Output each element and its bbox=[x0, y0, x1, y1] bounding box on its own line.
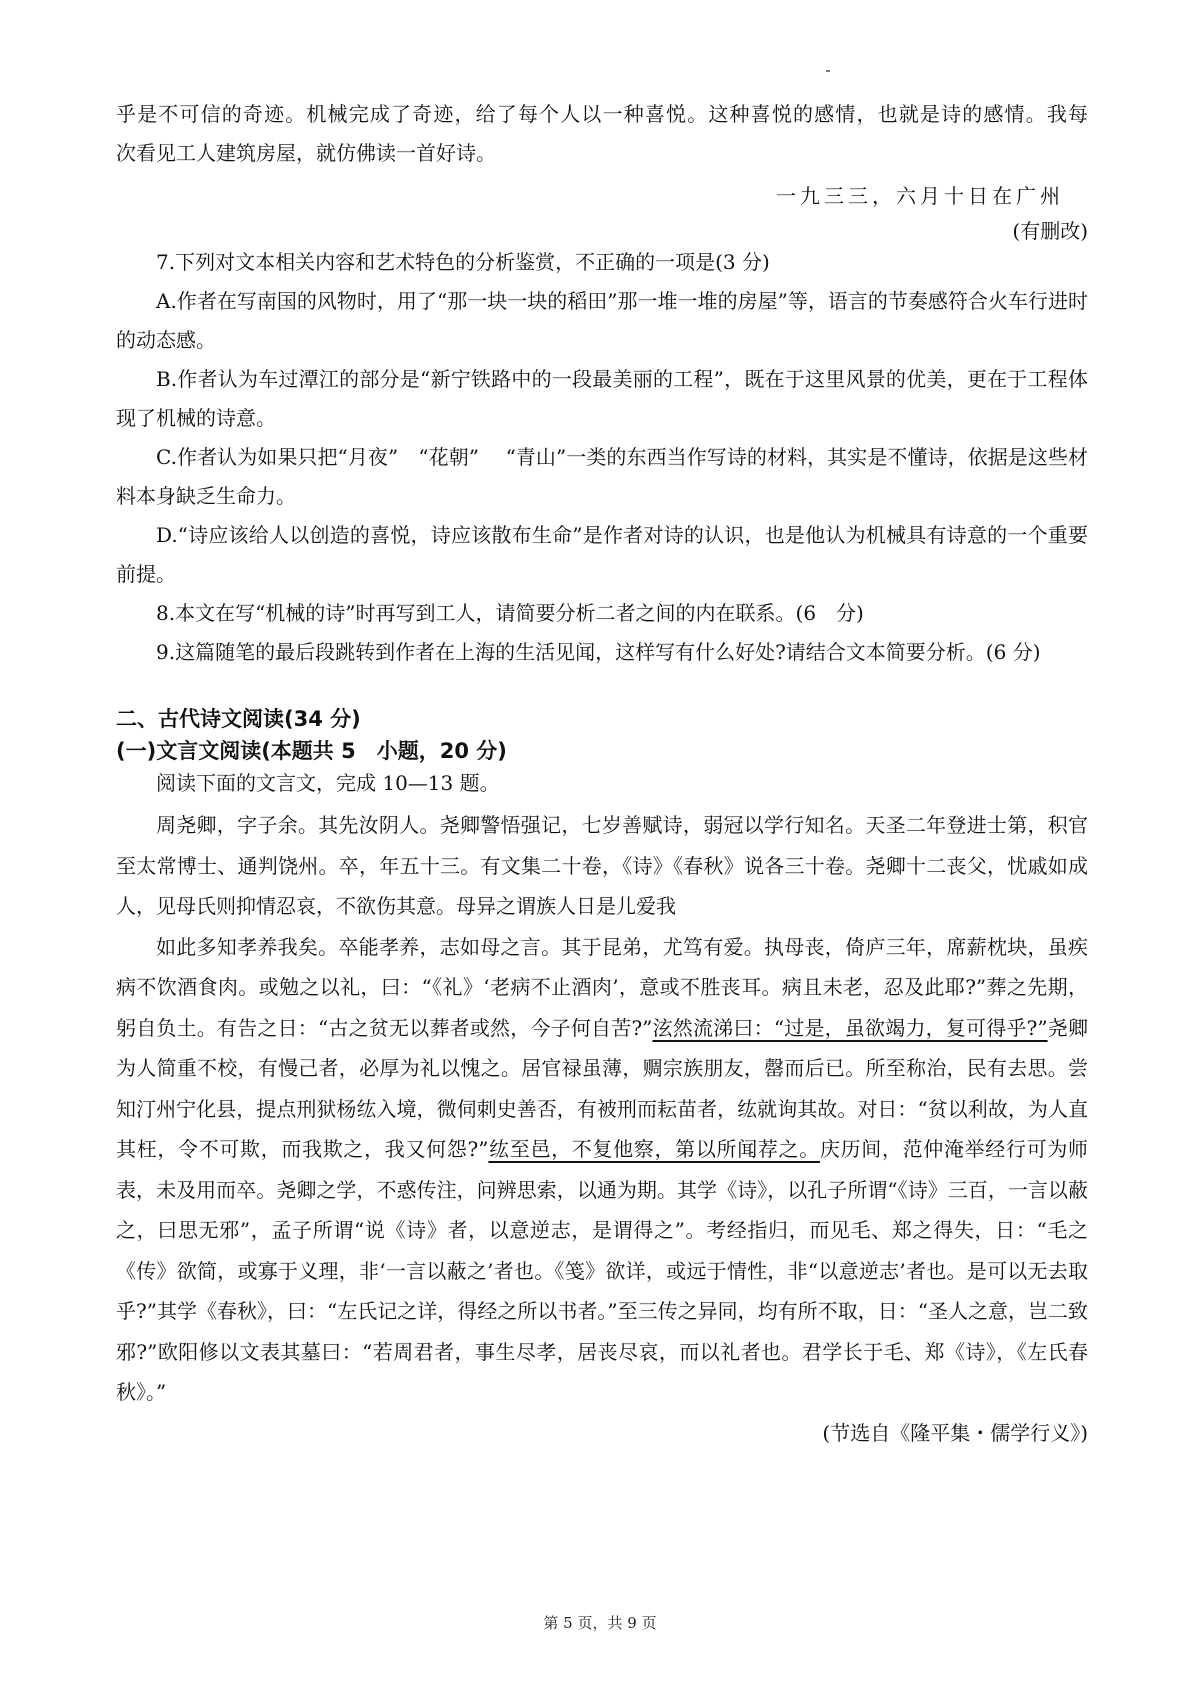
section-2-header bbox=[116, 703, 1088, 799]
question-7-option-a: A.作者在写南国的风物时，用了“那一块一块的稻田”那一堆一堆的房屋”等，语言的节奏感符合火车行进时的动态感。 bbox=[116, 289, 1088, 352]
essay-line-2: 次看见工人建筑房屋，就仿佛读一首好诗。 bbox=[116, 141, 496, 165]
source-citation: (节选自《隆平集・儒学行义》) bbox=[822, 1420, 1088, 1445]
essay-signature: 一九三三，六月十日在广州 bbox=[776, 184, 1064, 208]
paragraph-2-part-c: 庆历间，范仲淹举经行可为师表，未及用而卒。尧卿之学，不惑传注，问辨思索，以通为期。其学《诗》，以孔子所谓“《诗》三百，一言以蔽之，曰思无邪”，孟子所谓“说《诗》者，以意逆志，是谓得之”。考经指归，而见毛、郑之得失，日：“毛之《传》欲简，或寡于义理，非‘一言以蔽之’者也。《笺》欲详，或远于情性，非“以意逆志’者也。是可以无去取乎?”其学《春秋》，曰：“左氏记之详，得经之所以书者。”至三传之异同，均有所不取，日：“圣人之意，岂二致邪?”欧阳修以文表其墓曰：“若周君者，事生尽孝，居丧尽哀，而以礼者也。君学长于毛、郑《诗》，《左氏春秋》。” bbox=[116, 1137, 1089, 1404]
revision-note: (有删改) bbox=[1012, 219, 1088, 243]
page-footer: 第 5 页，共 9 页 bbox=[543, 1614, 657, 1632]
classical-paragraph-1: 周尧卿，字子余。其先汝阴人。尧卿警悟强记，七岁善赋诗，弱冠以学行知名。天圣二年登进士第，积官至太常博士、通判饶州。卒，年五十三。有文集二十卷，《诗》《春秋》说各三十卷。尧卿十二丧父，忧戚如成人，见母氏则抑情忍哀，不欲伤其意。母异之谓族人日是儿爱我 bbox=[116, 813, 1088, 918]
underlined-sentence-1: 泫然流涕曰：“过是，虽欲竭力，复可得乎?” bbox=[652, 1015, 1048, 1040]
question-9: 9.这篇随笔的最后段跳转到作者在上海的生活见闻，这样写有什么好处?请结合文本简要分析。(6 分) bbox=[156, 640, 1041, 664]
essay-line-1: 乎是不可信的奇迹。机械完成了奇迹，给了每个人以一种喜悦。这种喜悦的感情，也就是诗的感情。我每 bbox=[116, 102, 1088, 126]
scan-mark bbox=[826, 70, 830, 72]
question-7-option-d: D.“诗应该给人以创造的喜悦，诗应该散布生命”是作者对诗的认识，也是他认为机械具有诗意的一个重要前提。 bbox=[116, 523, 1088, 586]
essay-ending bbox=[116, 95, 1088, 251]
classical-text bbox=[116, 805, 1088, 1453]
classical-paragraph-2 bbox=[116, 927, 1088, 1413]
questions-block bbox=[116, 243, 1088, 672]
subsection-heading: (一)文言文阅读(本题共 5 小题，20 分) bbox=[116, 739, 507, 763]
paragraph-2-part-b: 尧卿为人简重不校，有慢己者，必厚为礼以愧之。居官禄虽薄，赒宗族朋友，罄而后已。所至称治，民有去思。尝知汀州宁化县，提点刑狱杨纮入境，微伺刺史善否，有被刑而耘苗者，纮就询其故。对日：“贫以利故，为人直其枉，令不可欺，而我欺之，我又何怨?” bbox=[116, 1015, 1089, 1161]
question-7-option-b: B.作者认为车过潭江的部分是“新宁铁路中的一段最美丽的工程”，既在于这里风景的优美，更在于工程体现了机械的诗意。 bbox=[116, 367, 1088, 430]
question-7-option-c: C.作者认为如果只把“月夜” “花朝” “青山”一类的东西当作写诗的材料，其实是不懂诗，依据是这些材料本身缺乏生命力。 bbox=[116, 445, 1088, 508]
question-8: 8.本文在写“机械的诗”时再写到工人，请简要分析二者之间的内在联系。(6 分) bbox=[156, 601, 864, 625]
paragraph-2-part-a: 如此多知孝养我矣。卒能孝养，志如母之言。其于昆弟，尤笃有爱。执母丧，倚庐三年，席薪枕块，虽疾病不饮酒食肉。或勉之以礼，曰：“《礼》‘老病不止酒肉’，意或不胜丧耳。病且未老，忍及此耶?”葬之先期，躬自负土。有告之日：“古之贫无以葬者或然，今子何自苦?” bbox=[116, 934, 1088, 1040]
section-heading: 二、古代诗文阅读(34 分) bbox=[116, 707, 361, 731]
question-7-stem: 7.下列对文本相关内容和艺术特色的分析鉴赏，不正确的一项是(3 分) bbox=[156, 250, 770, 274]
underlined-sentence-2: 纮至邑，不复他察，第以所闻荐之。 bbox=[488, 1137, 820, 1161]
reading-instruction: 阅读下面的文言文，完成 10—13 题。 bbox=[156, 771, 500, 795]
